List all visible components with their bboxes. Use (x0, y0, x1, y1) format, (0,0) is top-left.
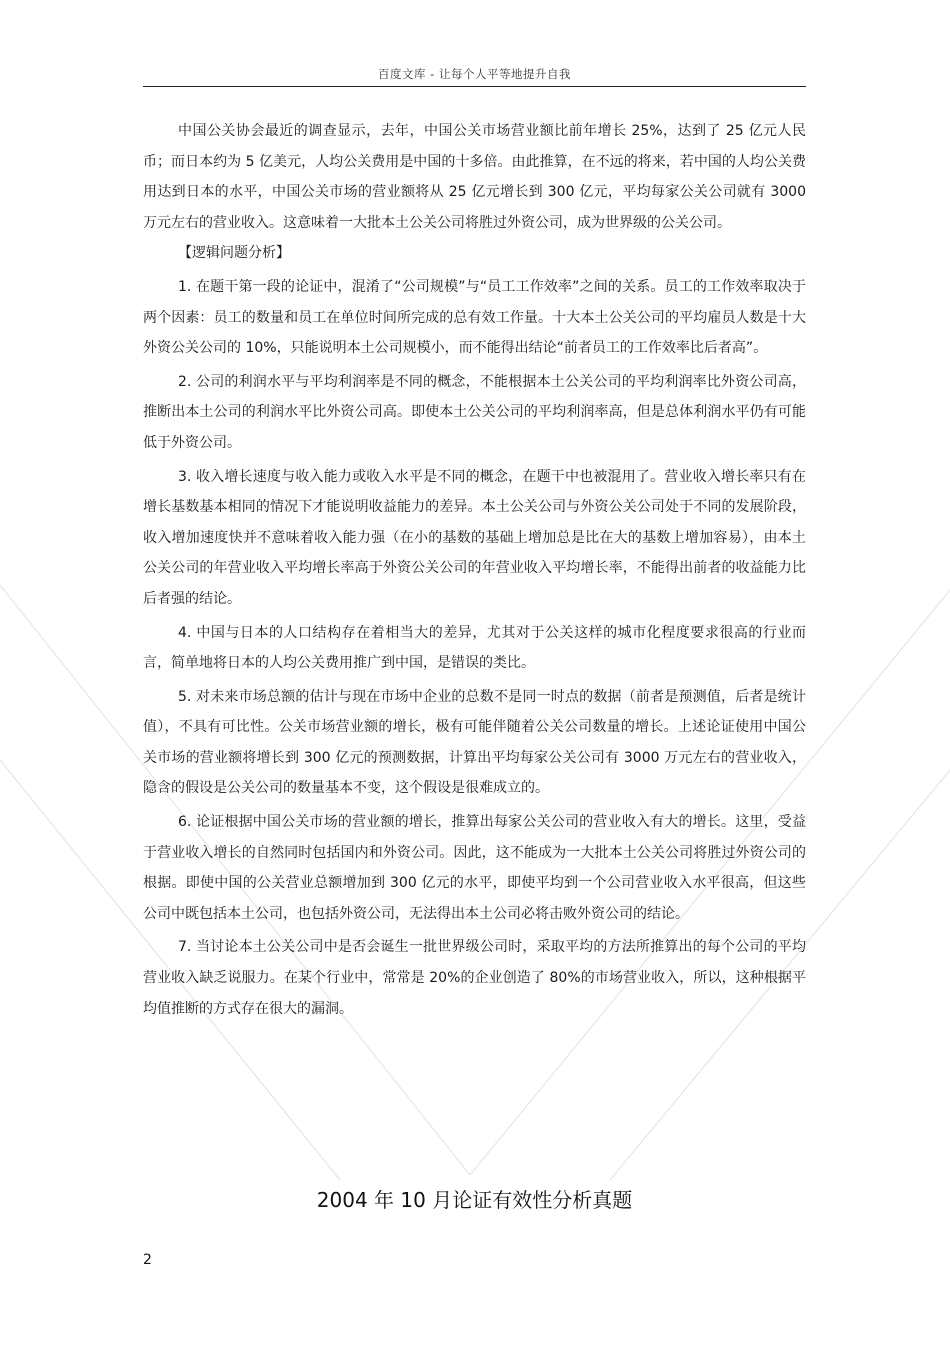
paragraph-point-4: 4. 中国与日本的人口结构存在着相当大的差异，尤其对于公关这样的城市化程度要求很高的行业而言，简单地将日本的人均公关费用推广到中国，是错误的类比。 (143, 624, 806, 672)
page-number: 2 (143, 1252, 152, 1268)
paragraph-intro: 中国公关协会最近的调查显示，去年，中国公关市场营业额比前年增长 25%，达到了 25 亿元人民币；而日本约为 5 亿美元，人均公关费用是中国的十多倍。由此推算，在不远的将来，若中国的人均公关费用达到日本的水平，中国公关市场的营业额将从 25 亿元增长到 300 亿元，平均每家公关公司就有 3000 万元左右的营业收入。这意味着一大批本土公关公司将胜过外资公司，成为世界级的公关公司。 (143, 123, 806, 231)
paragraph-point-3: 3. 收入增长速度与收入能力或收入水平是不同的概念，在题干中也被混用了。营业收入增长率只有在增长基数基本相同的情况下才能说明收益能力的差异。本土公关公司与外资公关公司处于不同的发展阶段，收入增加速度快并不意味着收入能力强（在小的基数的基础上增加总是比在大的基数上增加容易），由本土公关公司的年营业收入平均增长率高于外资公关公司的年营业收入平均增长率，不能得出前者的收益能力比后者强的结论。 (143, 468, 806, 607)
paragraph-point-7: 7. 当讨论本土公关公司中是否会诞生一批世界级公司时，采取平均的方法所推算出的每个公司的平均营业收入缺乏说服力。在某个行业中，常常是 20%的企业创造了 80%的市场营业收入，所以，这种根据平均值推断的方式存在很大的漏洞。 (143, 939, 806, 1017)
paragraph-point-2: 2. 公司的利润水平与平均利润率是不同的概念，不能根据本土公关公司的平均利润率比外资公司高，推断出本土公司的利润水平比外资公司高。即使本土公关公司的平均利润率高，但是总体利润水平仍有可能低于外资公司。 (143, 373, 806, 451)
header-divider (143, 86, 806, 87)
paragraph-point-6: 6. 论证根据中国公关市场的营业额的增长，推算出每家公关公司的营业收入有大的增长。这里，受益于营业收入增长的自然同时包括国内和外资公司。因此，这不能成为一大批本土公关公司将胜过外资公司的根据。即使中国的公关营业总额增加到 300 亿元的水平，即使平均到一个公司营业收入水平很高，但这些公司中既包括本土公司，也包括外资公司，无法得出本土公司必将击败外资公司的结论。 (143, 814, 806, 922)
paragraph-heading-analysis: 【逻辑问题分析】 (178, 245, 290, 262)
page-header: 百度文库 - 让每个人平等地提升自我 (378, 67, 571, 81)
paragraph-point-5: 5. 对未来市场总额的估计与现在市场中企业的总数不是同一时点的数据（前者是预测值，后者是统计值），不具有可比性。公关市场营业额的增长，极有可能伴随着公关公司数量的增长。上述论证使用中国公关市场的营业额将增长到 300 亿元的预测数据，计算出平均每家公关公司有 3000 万元左右的营业收入，隐含的假设是公关公司的数量基本不变，这个假设是很难成立的。 (143, 688, 806, 797)
section-title: 2004 年 10 月论证有效性分析真题 (316, 1188, 633, 1212)
paragraph-point-1: 1. 在题干第一段的论证中，混淆了“公司规模”与“员工工作效率”之间的关系。员工的工作效率取决于两个因素：员工的数量和员工在单位时间所完成的总有效工作量。十大本土公关公司的平均雇员人数是十大外资公关公司的 10%，只能说明本土公司规模小，而不能得出结论“前者员工的工作效率比后者高”。 (143, 278, 806, 357)
document-body (143, 116, 806, 1024)
